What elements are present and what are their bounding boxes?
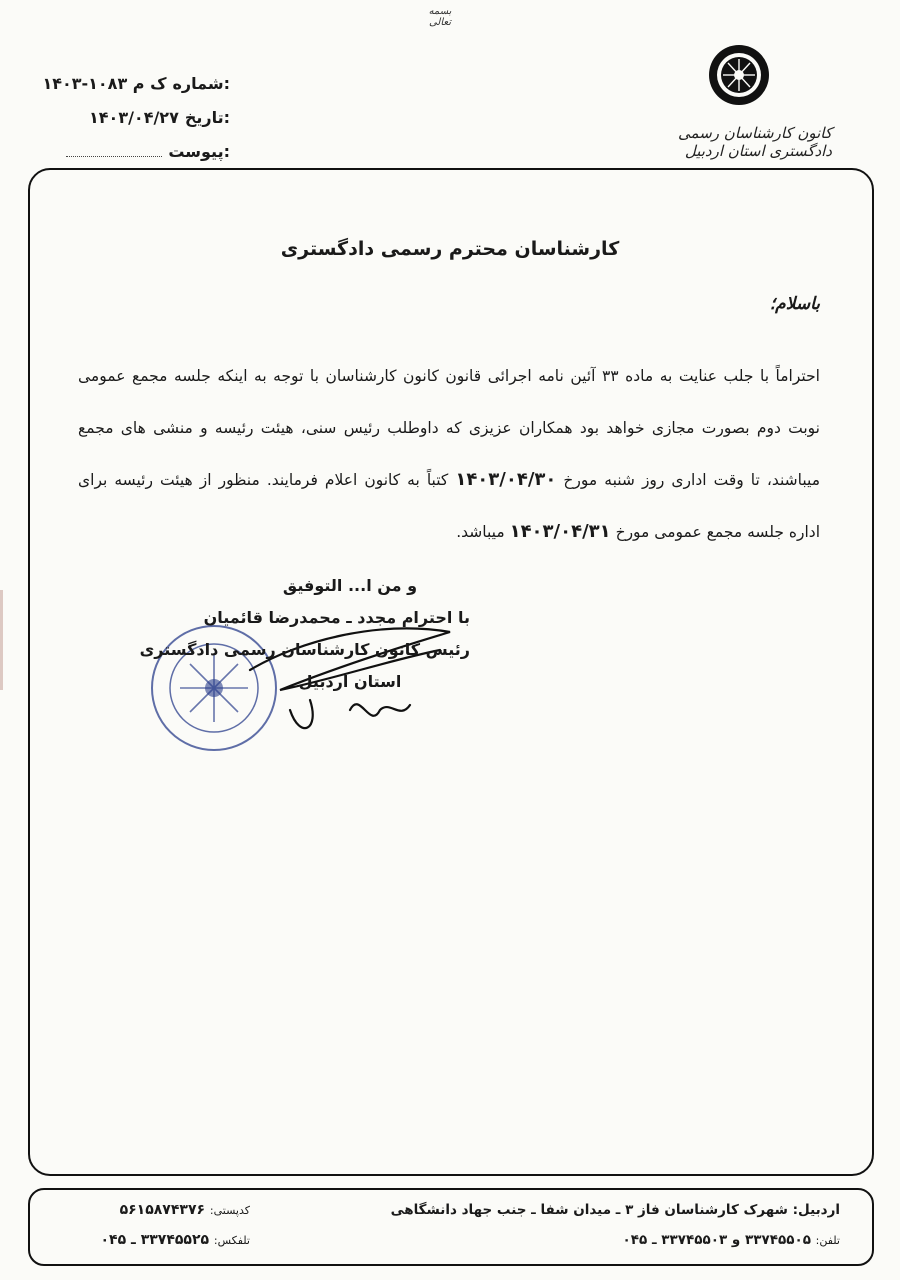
letter-date-row bbox=[40, 108, 230, 142]
closing-line-2: با احترام مجدد ـ محمدرضا قائمیان bbox=[203, 608, 470, 627]
phone-value: ۳۳۷۴۵۵۰۵ و ۳۳۷۴۵۵۰۳ ـ ۰۴۵ bbox=[622, 1232, 811, 1248]
body-part-3: میباشد. bbox=[456, 523, 505, 541]
phone-label: تلفن: bbox=[815, 1234, 840, 1247]
closing-line-3: رئیس کانون کارشناسان رسمی دادگستری bbox=[139, 640, 470, 659]
body-date-1: ۱۴۰۳/۰۴/۳۰ bbox=[455, 469, 557, 490]
footer-fax bbox=[90, 1232, 250, 1248]
footer-box bbox=[28, 1188, 874, 1266]
letter-date-label: تاریخ: bbox=[184, 108, 230, 127]
closing-line-1: و من ا... التوفیق bbox=[282, 576, 418, 595]
postal-value: ۵۶۱۵۸۷۴۳۷۶ bbox=[119, 1202, 206, 1218]
closing-block bbox=[139, 570, 470, 698]
letter-number-row bbox=[40, 74, 230, 108]
scan-edge-mark bbox=[0, 590, 13, 690]
letter-number-label: شماره: bbox=[172, 74, 230, 93]
postal-label: کدپستی: bbox=[209, 1204, 250, 1217]
organization-logo-icon bbox=[708, 44, 770, 106]
organization-name: کانون کارشناسان رسمی دادگستری استان اردبیل bbox=[678, 124, 832, 160]
body-part-1: احتراماً با جلب عنایت به ماده ۳۳ آئین نامه اجرائی قانون کانون کارشناسان با توجه به اینکه جلسه مجمع عمومی نوبت دوم بصورت مجازی خواهد بود همکاران عزیزی که داوطلب رئیس سنی، هیئت رئیسه و منشی های مجمع میباشند، تا وقت اداری روز شنبه مورخ bbox=[78, 367, 820, 489]
greeting: باسلام؛ bbox=[769, 294, 820, 314]
footer-phone bbox=[440, 1232, 840, 1248]
body-date-2: ۱۴۰۳/۰۴/۳۱ bbox=[509, 521, 611, 542]
closing-line-4: استان اردبیل bbox=[298, 672, 402, 691]
body-part-2: کتباً به کانون اعلام فرمایند. منظور از هیئت رئیسه برای اداره جلسه مجمع عمومی مورخ bbox=[78, 471, 820, 541]
letter-body bbox=[78, 350, 820, 558]
letter-date-value: ۱۴۰۳/۰۴/۲۷ bbox=[89, 108, 179, 127]
footer-address: اردبیل: شهرک کارشناسان فاز ۳ ـ میدان شفا ـ جنب جهاد دانشگاهی bbox=[390, 1202, 840, 1218]
footer-postal bbox=[90, 1202, 250, 1218]
fax-value: ۳۳۷۴۵۵۲۵ ـ ۰۴۵ bbox=[100, 1232, 210, 1248]
letter-number-value: ۱۴۰۳-۱۰۸۳ ک م bbox=[42, 74, 167, 93]
fax-label: تلفکس: bbox=[213, 1234, 250, 1247]
letter-title: کارشناسان محترم رسمی دادگستری bbox=[280, 238, 620, 260]
bismillah: بسمه تعالی bbox=[428, 6, 452, 28]
attachment-dotted-line bbox=[66, 142, 162, 157]
attachment-label: پیوست: bbox=[168, 142, 230, 161]
letter-meta bbox=[40, 74, 230, 176]
